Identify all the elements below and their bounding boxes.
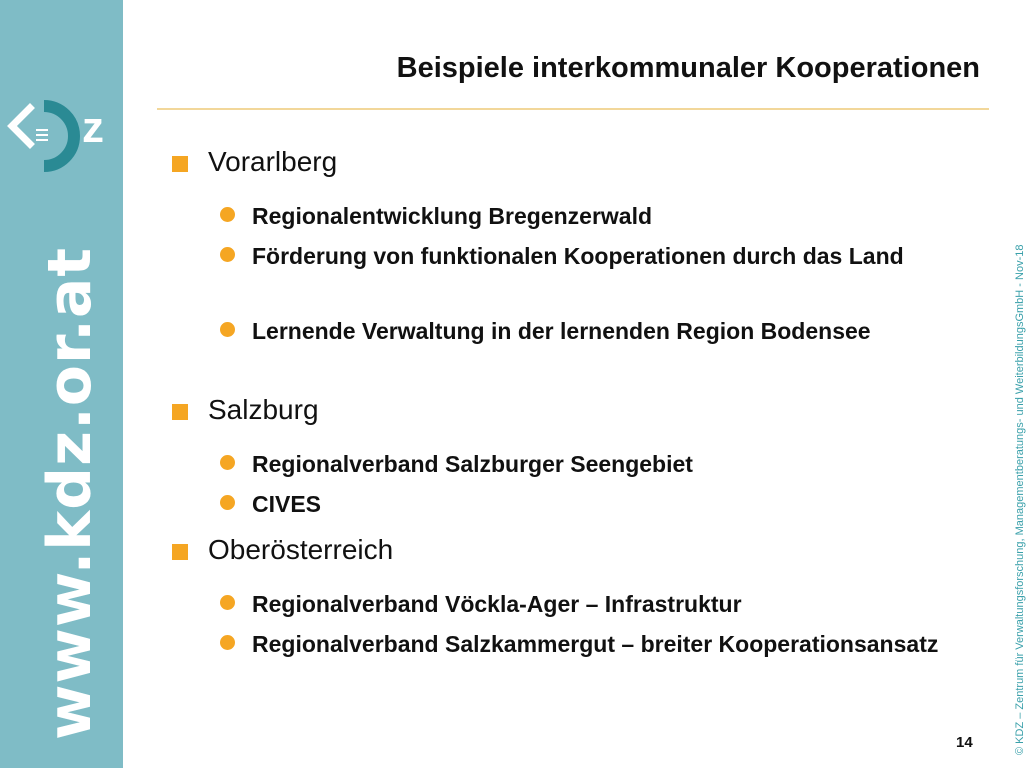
list-item: Lernende Verwaltung in der lernenden Region Bodensee	[220, 314, 940, 348]
round-bullet-icon	[220, 455, 235, 470]
kdz-logo	[4, 96, 116, 176]
round-bullet-icon	[220, 322, 235, 337]
logo-arc	[44, 106, 74, 166]
list-item: CIVES	[220, 487, 940, 521]
website-url: www.kdz.or.at	[35, 246, 105, 740]
round-bullet-icon	[220, 595, 235, 610]
round-bullet-icon	[220, 495, 235, 510]
square-bullet-icon	[172, 156, 188, 172]
list-item: Regionalentwicklung Bregenzerwald	[220, 199, 940, 233]
logo-line	[36, 139, 48, 141]
sidebar	[0, 0, 123, 768]
list-item: Regionalverband Salzburger Seengebiet	[220, 447, 940, 481]
square-bullet-icon	[172, 404, 188, 420]
list-item: Regionalverband Vöckla-Ager – Infrastruktur	[220, 587, 940, 621]
round-bullet-icon	[220, 207, 235, 222]
list-item: Regionalverband Salzkammergut – breiter Kooperationsansatz	[220, 627, 940, 661]
copyright-note: © KDZ – Zentrum für Verwaltungsforschung, Managementberatungs- und WeiterbildungsGmbH - Nov-18	[1014, 244, 1026, 755]
logo-line	[36, 134, 48, 136]
logo-letter: z	[82, 103, 104, 152]
round-bullet-icon	[220, 247, 235, 262]
logo-line	[36, 129, 48, 131]
square-bullet-icon	[172, 544, 188, 560]
title-divider	[157, 108, 989, 110]
round-bullet-icon	[220, 635, 235, 650]
list-item: Förderung von funktionalen Kooperationen durch das Land	[220, 239, 940, 273]
slide-title: Beispiele interkommunaler Kooperationen	[396, 52, 980, 84]
page-number: 14	[956, 734, 973, 751]
logo-chevron	[12, 108, 30, 144]
